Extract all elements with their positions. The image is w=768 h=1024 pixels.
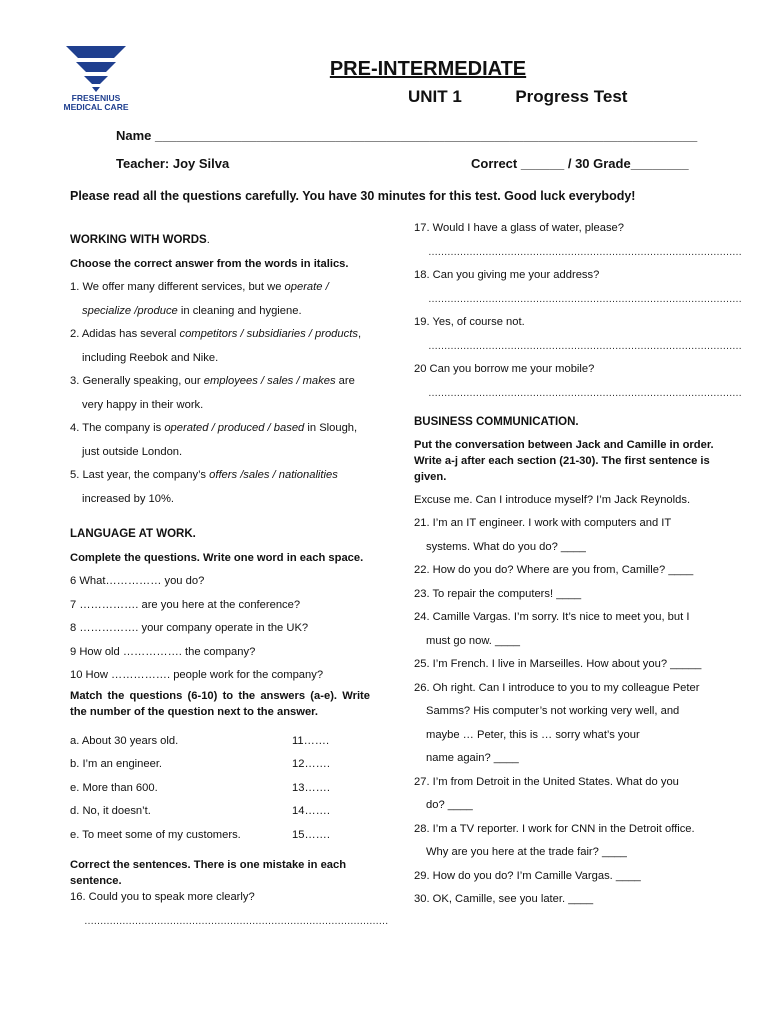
unit-heading	[408, 87, 627, 107]
answer-line[interactable]: ………………………………………………………………………………………	[428, 387, 742, 399]
match-list	[70, 730, 370, 848]
match-number-field[interactable]: 13…….	[292, 781, 330, 794]
question-26-cont: Samms? His computer’s not working very well, and	[426, 705, 680, 717]
match-number-field[interactable]: 14…….	[292, 805, 330, 817]
first-sentence: Excuse me. Can I introduce myself? I’m Jack Reynolds.	[414, 493, 691, 506]
section-heading: LANGUAGE AT WORK.	[70, 528, 196, 540]
match-answer: a. About 30 years old.	[70, 734, 179, 747]
question-19: 19. Yes, of course not.	[414, 316, 525, 328]
question-9: 9 How old ……………. the company?	[70, 645, 256, 658]
question-4: 4. The company is operated / produced / based in Slough,	[70, 422, 358, 434]
question-7: 7 ……………. are you here at the conference?	[70, 598, 301, 611]
name-field[interactable]: Name ___________________________________________________________________________	[116, 128, 698, 143]
question-3: 3. Generally speaking, our employees / sales / makes are	[70, 375, 355, 387]
question-26-cont: name again? ____	[426, 752, 519, 764]
match-answer: e. More than 600.	[70, 781, 158, 794]
question-29: 29. How do you do? I’m Camille Vargas. ____	[414, 869, 641, 882]
match-row	[70, 777, 370, 801]
match-number-field[interactable]: 15…….	[292, 828, 330, 841]
match-answer: b. I’m an engineer.	[70, 758, 163, 770]
section-instruction: Choose the correct answer from the words in italics.	[70, 257, 349, 270]
section-instruction: Complete the questions. Write one word in each space.	[70, 551, 364, 564]
question-5: 5. Last year, the company’s offers /sales / nationalities	[70, 469, 338, 481]
question-1: 1. We offer many different services, but we operate /	[70, 281, 329, 293]
logo-text-line2: MEDICAL CARE	[63, 102, 129, 112]
match-answer: d. No, it doesn’t.	[70, 805, 151, 817]
answer-line[interactable]: ………………………………………………………………………………………	[428, 340, 742, 352]
question-26: 26. Oh right. Can I introduce to you to my colleague Peter	[414, 681, 700, 694]
question-25: 25. I’m French. I live in Marseilles. How about you? _____	[414, 658, 702, 670]
question-22: 22. How do you do? Where are you from, Camille? ____	[414, 564, 694, 576]
question-10: 10 How ……………. people work for the company?	[70, 669, 324, 681]
match-row	[70, 753, 370, 777]
question-27-cont: do? ____	[426, 799, 473, 811]
question-1-cont: specialize /produce in cleaning and hygiene.	[82, 304, 302, 317]
answer-line[interactable]: ……………………………………………………………………………………	[84, 916, 388, 927]
question-30: 30. OK, Camille, see you later. ____	[414, 893, 594, 905]
section-heading: BUSINESS COMMUNICATION.	[414, 416, 579, 428]
question-8: 8 ……………. your company operate in the UK?	[70, 622, 309, 634]
left-column	[70, 229, 388, 929]
match-row	[70, 730, 370, 754]
match-answer: e. To meet some of my customers.	[70, 828, 241, 841]
page-title: PRE-INTERMEDIATE	[329, 58, 527, 80]
teacher-label: Teacher: Joy Silva	[116, 156, 230, 171]
question-27: 27. I’m from Detroit in the United States. What do you	[414, 775, 679, 788]
question-17: 17. Would I have a glass of water, please?	[414, 222, 624, 234]
question-18: 18. Can you giving me your address?	[414, 269, 600, 281]
section-instruction: Put the conversation between Jack and Camille in order. Write a-j after each section (21-30). The first sentence is given.	[414, 438, 714, 483]
match-number-field[interactable]: 11…….	[292, 734, 330, 747]
score-field[interactable]: Correct ______ / 30 Grade________	[471, 156, 689, 171]
question-3-cont: very happy in their work.	[82, 398, 204, 411]
question-6: 6 What…………… you do?	[70, 575, 205, 587]
answer-line[interactable]: ………………………………………………………………………………………	[428, 293, 742, 305]
match-row	[70, 800, 370, 824]
question-24: 24. Camille Vargas. I’m sorry. It’s nice to meet you, but I	[414, 611, 690, 623]
instructions: Please read all the questions carefully. You have 30 minutes for this test. Good luck everybody!	[70, 189, 636, 203]
unit-label: UNIT 1	[408, 87, 462, 106]
question-16: 16. Could you to speak more clearly?	[70, 891, 255, 903]
question-24-cont: must go now. ____	[426, 634, 520, 647]
question-23: 23. To repair the computers! ____	[414, 587, 582, 600]
question-21: 21. I’m an IT engineer. I work with computers and IT	[414, 517, 672, 529]
answer-line[interactable]: ………………………………………………………………………………………	[428, 246, 742, 258]
question-20: 20 Can you borrow me your mobile?	[414, 363, 595, 375]
question-4-cont: just outside London.	[82, 445, 183, 458]
section-instruction: Correct the sentences. There is one mistake in each sentence.	[70, 859, 347, 887]
question-26-cont: maybe … Peter, this is … sorry what’s your	[426, 728, 640, 741]
question-28-cont: Why are you here at the trade fair? ____	[426, 846, 627, 858]
section-heading: WORKING WITH WORDS.	[70, 234, 210, 246]
question-28: 28. I’m a TV reporter. I work for CNN in the Detroit office.	[414, 822, 695, 835]
right-column	[414, 222, 742, 912]
question-2-cont: including Reebok and Nike.	[82, 351, 219, 364]
match-number-field[interactable]: 12…….	[292, 758, 330, 770]
match-row	[70, 824, 370, 848]
question-5-cont: increased by 10%.	[82, 492, 175, 505]
question-2: 2. Adidas has several competitors / subsidiaries / products,	[70, 328, 362, 340]
question-21-cont: systems. What do you do? ____	[426, 540, 586, 553]
match-instruction: Match the questions (6-10) to the answers (a-e). Write the number of the question next to the answer.	[70, 689, 370, 718]
test-label: Progress Test	[515, 87, 628, 106]
logo-text-line1: FRESENIUS	[71, 93, 121, 103]
